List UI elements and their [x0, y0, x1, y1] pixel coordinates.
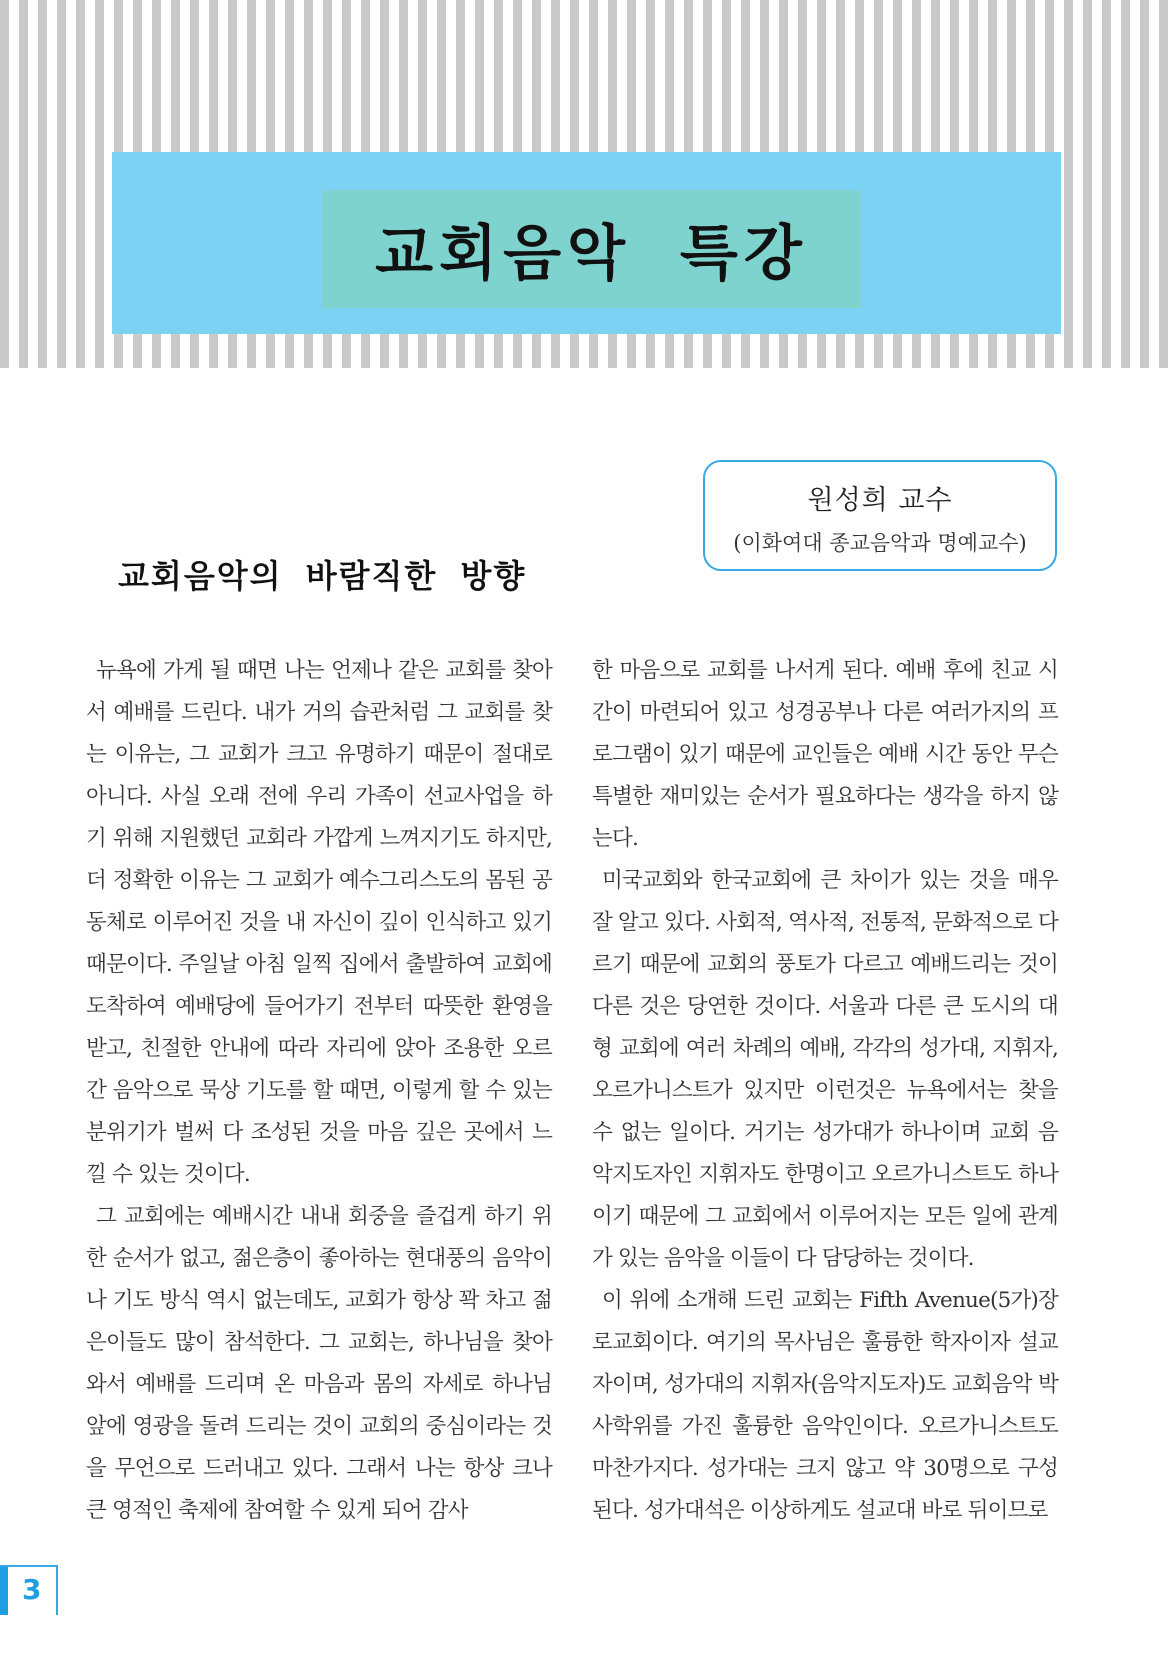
paragraph: 뉴욕에 가게 될 때면 나는 언제나 같은 교회를 찾아서 예배를 드린다. 내가 거의 습관처럼 그 교회를 찾는 이유는, 그 교회가 크고 유명하기 때문이 절대로 아니다. 사실 오래 전에 우리 가족이 선교사업을 하기 위해 지원했던 교회라 가깝게 느껴지기도 하지만, 더 정확한 이유는 그 교회가 예수그리스도의 몸된 공동체로 이루어진 것을 내 자신이 깊이 인식하고 있기 때문이다. 주일날 아침 일찍 집에서 출발하여 교회에 도착하여 예배당에 들어가기 전부터 따뜻한 환영을 받고, 친절한 안내에 따라 자리에 앉아 조용한 오르간 음악으로 묵상 기도를 할 때면, 이렇게 할 수 있는 분위기가 벌써 다 조성된 것을 마음 깊은 곳에서 느낄 수 있는 것이다. — [86, 658, 553, 1187]
article-subtitle: 교회음악의 바람직한 방향 — [118, 557, 527, 595]
author-affiliation: (이화여대 종교음악과 명예교수) — [733, 531, 1027, 555]
paragraph: 이 위에 소개해 드린 교회는 Fifth Avenue(5가)장로교회이다. 여기의 목사님은 훌륭한 학자이자 설교자이며, 성가대의 지휘자(음악지도자)도 교회음악 박사학위를 가진 훌륭한 음악인이다. 오르가니스트도 마찬가지다. 성가대는 크지 않고 약 30명으로 구성된다. 성가대석은 이상하게도 설교대 바로 뒤이므로 — [592, 1288, 1058, 1523]
paragraph: 미국교회와 한국교회에 큰 차이가 있는 것을 매우 잘 알고 있다. 사회적, 역사적, 전통적, 문화적으로 다르기 때문에 교회의 풍토가 다르고 예배드리는 것이 다른 것은 당연한 것이다. 서울과 다른 큰 도시의 대형 교회에 여러 차례의 예배, 각각의 성가대, 지휘자, 오르가니스트가 있지만 이런것은 뉴욕에서는 찾을 수 없는 일이다. 거기는 성가대가 하나이며 교회 음악지도자인 지휘자도 한명이고 오르가니스트도 하나이기 때문에 그 교회에서 이루어지는 모든 일에 관계가 있는 음악을 이들이 다 담당하는 것이다. — [592, 868, 1059, 1271]
author-box — [703, 460, 1057, 571]
paragraph-continued: 한 마음으로 교회를 나서게 된다. 예배 후에 친교 시간이 마련되어 있고 성경공부나 다른 여러가지의 프로그램이 있기 때문에 교인들은 예배 시간 동안 무슨 특별한 재미있는 순서가 필요하다는 생각을 하지 않는다. — [592, 658, 1058, 851]
title-banner-inner — [322, 190, 861, 308]
paragraph: 그 교회에는 예배시간 내내 회중을 즐겁게 하기 위한 순서가 없고, 젊은층이 좋아하는 현대풍의 음악이나 기도 방식 역시 없는데도, 교회가 항상 꽉 차고 젊은이들도 많이 참석한다. 그 교회는, 하나님을 찾아 와서 예배를 드리며 온 마음과 몸의 자세로 하나님 앞에 영광을 돌려 드리는 것이 교회의 중심이라는 것을 무언으로 드러내고 있다. 그래서 나는 항상 크나큰 영적인 축제에 참여할 수 있게 되어 감사 — [86, 1204, 553, 1523]
right-column — [592, 650, 1058, 1532]
page-number-box — [0, 1565, 58, 1615]
left-column — [86, 650, 552, 1532]
author-name: 원성희 교수 — [807, 485, 953, 516]
page-title: 교회음악 특강 — [375, 219, 808, 289]
page-number: 3 — [22, 1573, 42, 1606]
title-banner — [112, 152, 1061, 334]
